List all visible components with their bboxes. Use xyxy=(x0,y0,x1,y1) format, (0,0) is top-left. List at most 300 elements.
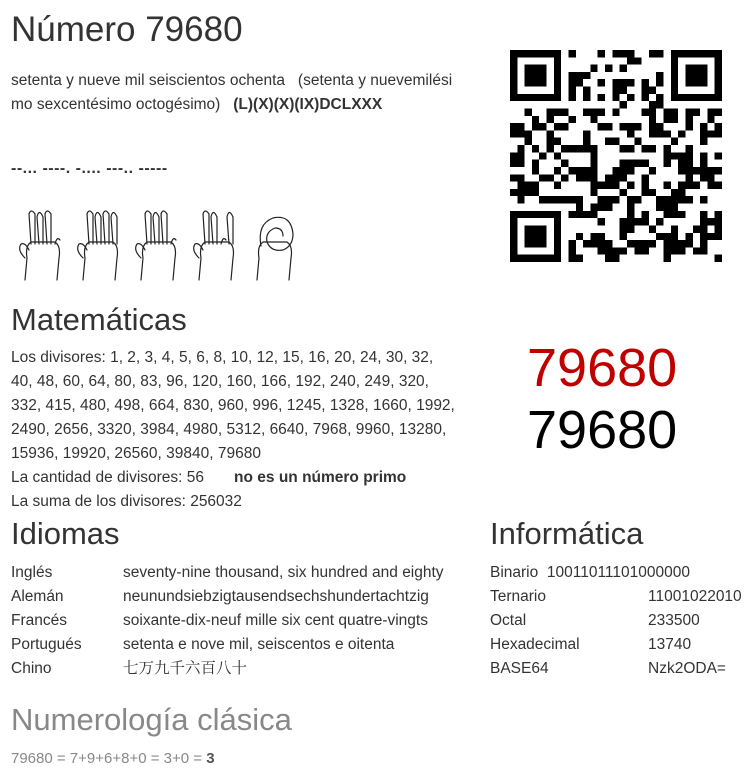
computing-heading: Informática xyxy=(490,516,644,551)
qr-module xyxy=(510,130,517,137)
qr-module xyxy=(532,240,539,247)
qr-module xyxy=(554,94,561,101)
qr-module xyxy=(612,167,619,174)
qr-module xyxy=(590,204,597,211)
language-row xyxy=(11,609,481,633)
qr-module xyxy=(510,225,517,232)
qr-module xyxy=(715,255,722,262)
qr-module xyxy=(525,225,532,232)
big-number-black: 79680 xyxy=(527,400,678,460)
qr-module xyxy=(525,233,532,240)
qr-module xyxy=(532,116,539,123)
qr-module xyxy=(715,57,722,64)
qr-module xyxy=(700,65,707,72)
qr-module xyxy=(685,174,692,181)
qr-module xyxy=(510,94,517,101)
qr-module xyxy=(620,174,627,181)
qr-module xyxy=(715,182,722,189)
prime-status: no es un número primo xyxy=(234,469,407,486)
qr-module xyxy=(656,218,663,225)
qr-module xyxy=(693,79,700,86)
language-row xyxy=(11,585,481,609)
base-value: 11001022010 xyxy=(648,588,742,605)
qr-module xyxy=(612,94,619,101)
qr-module xyxy=(634,138,641,145)
qr-module xyxy=(700,247,707,254)
qr-module xyxy=(700,130,707,137)
qr-module xyxy=(554,123,561,130)
qr-module xyxy=(510,255,517,262)
qr-module xyxy=(620,87,627,94)
qr-module xyxy=(678,240,685,247)
language-value: seventy-nine thousand, six hundred and eighty xyxy=(123,564,444,581)
qr-module xyxy=(532,94,539,101)
ordinal-words-1: (setenta y nuevemilési xyxy=(297,72,453,89)
qr-module xyxy=(715,211,722,218)
qr-module xyxy=(627,94,634,101)
qr-module xyxy=(715,50,722,57)
qr-module xyxy=(598,182,605,189)
number-words xyxy=(11,69,481,93)
qr-module xyxy=(685,196,692,203)
qr-module xyxy=(715,94,722,101)
qr-module xyxy=(554,50,561,57)
qr-module xyxy=(715,108,722,115)
divisor-count: La cantidad de divisores: 56 xyxy=(11,469,205,486)
qr-module xyxy=(568,72,575,79)
qr-module xyxy=(568,50,575,57)
qr-module xyxy=(525,65,532,72)
math-heading: Matemáticas xyxy=(11,302,187,337)
qr-module xyxy=(656,79,663,86)
base-row xyxy=(490,657,748,681)
qr-module xyxy=(554,57,561,64)
qr-module xyxy=(547,174,554,181)
qr-module xyxy=(532,50,539,57)
qr-module xyxy=(517,189,524,196)
qr-module xyxy=(576,72,583,79)
qr-module xyxy=(642,182,649,189)
qr-module xyxy=(554,182,561,189)
qr-module xyxy=(598,79,605,86)
divisor-sum: La suma de los divisores: 256032 xyxy=(11,493,242,510)
qr-module xyxy=(627,79,634,86)
qr-module xyxy=(620,189,627,196)
qr-module xyxy=(627,130,634,137)
binary-label: Binario xyxy=(490,564,539,581)
qr-module xyxy=(539,255,546,262)
qr-module xyxy=(554,87,561,94)
qr-module xyxy=(517,94,524,101)
qr-module xyxy=(510,240,517,247)
language-name: Inglés xyxy=(11,564,53,581)
qr-module xyxy=(634,160,641,167)
qr-module xyxy=(715,79,722,86)
numerology-result: 3 xyxy=(206,750,215,767)
qr-module xyxy=(707,218,714,225)
qr-module xyxy=(517,123,524,130)
divisors-line-2: 40, 48, 60, 64, 80, 83, 96, 120, 160, 166, 192, 240, 249, 320, xyxy=(11,373,429,390)
qr-module xyxy=(554,65,561,72)
qr-module xyxy=(517,196,524,203)
base-value: 13740 xyxy=(648,636,692,653)
qr-module xyxy=(583,167,590,174)
qr-module xyxy=(685,65,692,72)
qr-module xyxy=(517,174,524,181)
qr-module xyxy=(671,72,678,79)
qr-module xyxy=(612,196,619,203)
qr-module xyxy=(671,116,678,123)
qr-module xyxy=(517,152,524,159)
qr-module xyxy=(671,204,678,211)
qr-module xyxy=(642,145,649,152)
hand-sign-8-icon xyxy=(194,211,234,280)
qr-module xyxy=(554,167,561,174)
qr-module xyxy=(605,182,612,189)
qr-module xyxy=(700,225,707,232)
qr-module xyxy=(678,160,685,167)
qr-module xyxy=(547,196,554,203)
qr-module xyxy=(590,152,597,159)
qr-module xyxy=(656,50,663,57)
qr-module xyxy=(612,50,619,57)
qr-module xyxy=(554,211,561,218)
qr-module xyxy=(700,160,707,167)
divisors-line-3: 332, 415, 480, 498, 664, 830, 960, 996, 1245, 1328, 1660, 1992, xyxy=(11,397,455,414)
base-label: Ternario xyxy=(490,588,546,605)
qr-module xyxy=(649,123,656,130)
qr-module xyxy=(590,174,597,181)
qr-module xyxy=(715,123,722,130)
qr-module xyxy=(598,123,605,130)
page-title: Número 79680 xyxy=(11,10,243,49)
qr-module xyxy=(525,50,532,57)
qr-module xyxy=(554,240,561,247)
qr-module xyxy=(547,130,554,137)
qr-module xyxy=(605,240,612,247)
qr-module xyxy=(576,174,583,181)
qr-module xyxy=(525,108,532,115)
qr-module xyxy=(568,94,575,101)
qr-module xyxy=(671,152,678,159)
qr-module xyxy=(510,152,517,159)
qr-module xyxy=(664,255,671,262)
hand-signs xyxy=(11,206,331,282)
qr-module xyxy=(612,79,619,86)
qr-module xyxy=(700,152,707,159)
qr-module xyxy=(590,233,597,240)
divisors-line-5: 15936, 19920, 26560, 39840, 79680 xyxy=(11,445,261,462)
qr-module xyxy=(642,189,649,196)
qr-module xyxy=(715,225,722,232)
qr-module xyxy=(620,225,627,232)
qr-module xyxy=(671,94,678,101)
language-name: Chino xyxy=(11,660,52,677)
qr-module xyxy=(532,211,539,218)
qr-module xyxy=(671,138,678,145)
qr-module xyxy=(583,138,590,145)
qr-module xyxy=(678,152,685,159)
qr-module xyxy=(583,130,590,137)
qr-module xyxy=(664,233,671,240)
qr-module xyxy=(547,255,554,262)
qr-module xyxy=(525,138,532,145)
qr-module xyxy=(598,204,605,211)
base-row xyxy=(490,609,748,633)
qr-module xyxy=(517,255,524,262)
qr-module xyxy=(715,167,722,174)
divisors-block xyxy=(11,346,481,514)
qr-module xyxy=(583,211,590,218)
qr-module xyxy=(576,233,583,240)
qr-module xyxy=(620,145,627,152)
qr-module xyxy=(671,50,678,57)
qr-module xyxy=(664,182,671,189)
qr-module xyxy=(532,255,539,262)
qr-module xyxy=(598,50,605,57)
qr-module xyxy=(715,130,722,137)
qr-module xyxy=(532,225,539,232)
qr-module xyxy=(525,94,532,101)
qr-module xyxy=(634,218,641,225)
qr-module xyxy=(620,233,627,240)
qr-module xyxy=(561,196,568,203)
qr-module xyxy=(568,79,575,86)
qr-module xyxy=(642,174,649,181)
qr-module xyxy=(678,130,685,137)
qr-module xyxy=(664,160,671,167)
qr-module xyxy=(634,57,641,64)
qr-module xyxy=(685,79,692,86)
qr-module xyxy=(539,94,546,101)
sign-language-hands xyxy=(11,206,331,282)
qr-module xyxy=(649,87,656,94)
qr-module xyxy=(605,65,612,72)
qr-module xyxy=(700,211,707,218)
base-value: 233500 xyxy=(648,612,700,629)
qr-module xyxy=(685,94,692,101)
qr-module xyxy=(707,167,714,174)
qr-module xyxy=(707,233,714,240)
qr-module xyxy=(612,174,619,181)
qr-module xyxy=(671,196,678,203)
qr-module xyxy=(554,72,561,79)
base-label: Hexadecimal xyxy=(490,636,580,653)
qr-module xyxy=(539,123,546,130)
qr-module xyxy=(547,138,554,145)
qr-module xyxy=(547,94,554,101)
qr-module xyxy=(656,233,663,240)
qr-module xyxy=(620,167,627,174)
big-number-red: 79680 xyxy=(527,338,678,398)
qr-module xyxy=(554,218,561,225)
qr-module xyxy=(707,130,714,137)
qr-module xyxy=(685,233,692,240)
qr-module xyxy=(612,182,619,189)
qr-module xyxy=(649,50,656,57)
qr-module xyxy=(649,189,656,196)
qr-module xyxy=(656,130,663,137)
qr-module xyxy=(576,196,583,203)
qr-module xyxy=(627,211,634,218)
qr-module xyxy=(649,101,656,108)
qr-module xyxy=(627,218,634,225)
qr-module xyxy=(678,189,685,196)
qr-module xyxy=(525,189,532,196)
qr-module xyxy=(649,240,656,247)
qr-module xyxy=(547,108,554,115)
roman-numeral: (L)(X)(X)(IX)DCLXXX xyxy=(233,96,383,113)
qr-module xyxy=(715,218,722,225)
qr-module xyxy=(627,50,634,57)
qr-module xyxy=(700,233,707,240)
qr-module xyxy=(671,247,678,254)
qr-module xyxy=(576,211,583,218)
qr-module xyxy=(583,145,590,152)
divisors-label: Los divisores: xyxy=(11,349,106,366)
qr-module xyxy=(664,247,671,254)
qr-module xyxy=(605,174,612,181)
language-row xyxy=(11,657,481,681)
qr-module xyxy=(664,152,671,159)
qr-module xyxy=(576,255,583,262)
qr-module xyxy=(547,116,554,123)
qr-module xyxy=(590,65,597,72)
qr-module xyxy=(664,240,671,247)
qr-module xyxy=(664,116,671,123)
qr-module xyxy=(510,233,517,240)
qr-module xyxy=(656,101,663,108)
qr-module xyxy=(510,57,517,64)
qr-module xyxy=(554,247,561,254)
number-words-2 xyxy=(11,93,382,117)
qr-module xyxy=(554,255,561,262)
qr-module xyxy=(649,108,656,115)
language-name: Portugués xyxy=(11,636,82,653)
qr-module xyxy=(554,108,561,115)
qr-module xyxy=(539,211,546,218)
qr-module xyxy=(532,65,539,72)
base-value: Nzk2ODA= xyxy=(648,660,726,677)
qr-module xyxy=(525,182,532,189)
hand-sign-6-icon xyxy=(136,211,176,280)
qr-module xyxy=(598,94,605,101)
qr-module xyxy=(693,94,700,101)
qr-module xyxy=(510,160,517,167)
qr-module xyxy=(685,72,692,79)
qr-module xyxy=(598,218,605,225)
language-value: setenta e nove mil, seiscentos e oitenta xyxy=(123,636,395,653)
qr-module xyxy=(605,138,612,145)
qr-module xyxy=(620,247,627,254)
qr-module xyxy=(576,145,583,152)
qr-module xyxy=(685,145,692,152)
qr-module xyxy=(576,167,583,174)
qr-module xyxy=(539,79,546,86)
qr-module xyxy=(693,72,700,79)
computing-table xyxy=(490,561,748,681)
qr-module xyxy=(671,233,678,240)
qr-module xyxy=(517,50,524,57)
qr-module xyxy=(678,247,685,254)
qr-module xyxy=(642,247,649,254)
qr-module xyxy=(510,50,517,57)
qr-module xyxy=(561,123,568,130)
qr-module xyxy=(547,50,554,57)
qr-module xyxy=(612,255,619,262)
numerology-heading: Numerología clásica xyxy=(11,702,292,737)
qr-module xyxy=(707,174,714,181)
qr-module xyxy=(707,50,714,57)
qr-module xyxy=(568,145,575,152)
qr-module xyxy=(568,116,575,123)
qr-module xyxy=(532,182,539,189)
qr-module xyxy=(510,189,517,196)
qr-module xyxy=(671,189,678,196)
qr-module xyxy=(685,152,692,159)
qr-module xyxy=(539,152,546,159)
qr-module xyxy=(664,196,671,203)
qr-module xyxy=(539,233,546,240)
qr-module xyxy=(693,65,700,72)
qr-module xyxy=(605,196,612,203)
qr-module xyxy=(590,108,597,115)
qr-module xyxy=(598,233,605,240)
qr-module xyxy=(700,94,707,101)
qr-module xyxy=(510,174,517,181)
qr-module xyxy=(700,174,707,181)
qr-module xyxy=(598,196,605,203)
qr-module xyxy=(627,240,634,247)
qr-module xyxy=(590,189,597,196)
qr-module xyxy=(642,240,649,247)
qr-module xyxy=(656,196,663,203)
qr-module xyxy=(693,182,700,189)
qr-module xyxy=(715,152,722,159)
language-row xyxy=(11,633,481,657)
qr-module xyxy=(664,145,671,152)
qr-module xyxy=(510,211,517,218)
qr-module xyxy=(678,50,685,57)
qr-module xyxy=(598,240,605,247)
qr-module xyxy=(671,65,678,72)
qr-module xyxy=(678,211,685,218)
qr-module xyxy=(605,123,612,130)
qr-module xyxy=(539,72,546,79)
qr-module xyxy=(642,218,649,225)
qr-module xyxy=(605,255,612,262)
qr-module xyxy=(685,123,692,130)
qr-module xyxy=(547,145,554,152)
qr-module xyxy=(627,182,634,189)
qr-module xyxy=(620,160,627,167)
qr-module xyxy=(612,247,619,254)
qr-module xyxy=(693,225,700,232)
qr-module xyxy=(510,87,517,94)
qr-module xyxy=(627,225,634,232)
qr-module xyxy=(634,240,641,247)
qr-module xyxy=(517,130,524,137)
base-row xyxy=(490,633,748,657)
qr-module xyxy=(525,255,532,262)
qr-module xyxy=(539,174,546,181)
qr-module xyxy=(678,94,685,101)
qr-module xyxy=(532,123,539,130)
qr-module xyxy=(517,145,524,152)
qr-module xyxy=(554,79,561,86)
qr-module xyxy=(532,72,539,79)
qr-module xyxy=(664,211,671,218)
